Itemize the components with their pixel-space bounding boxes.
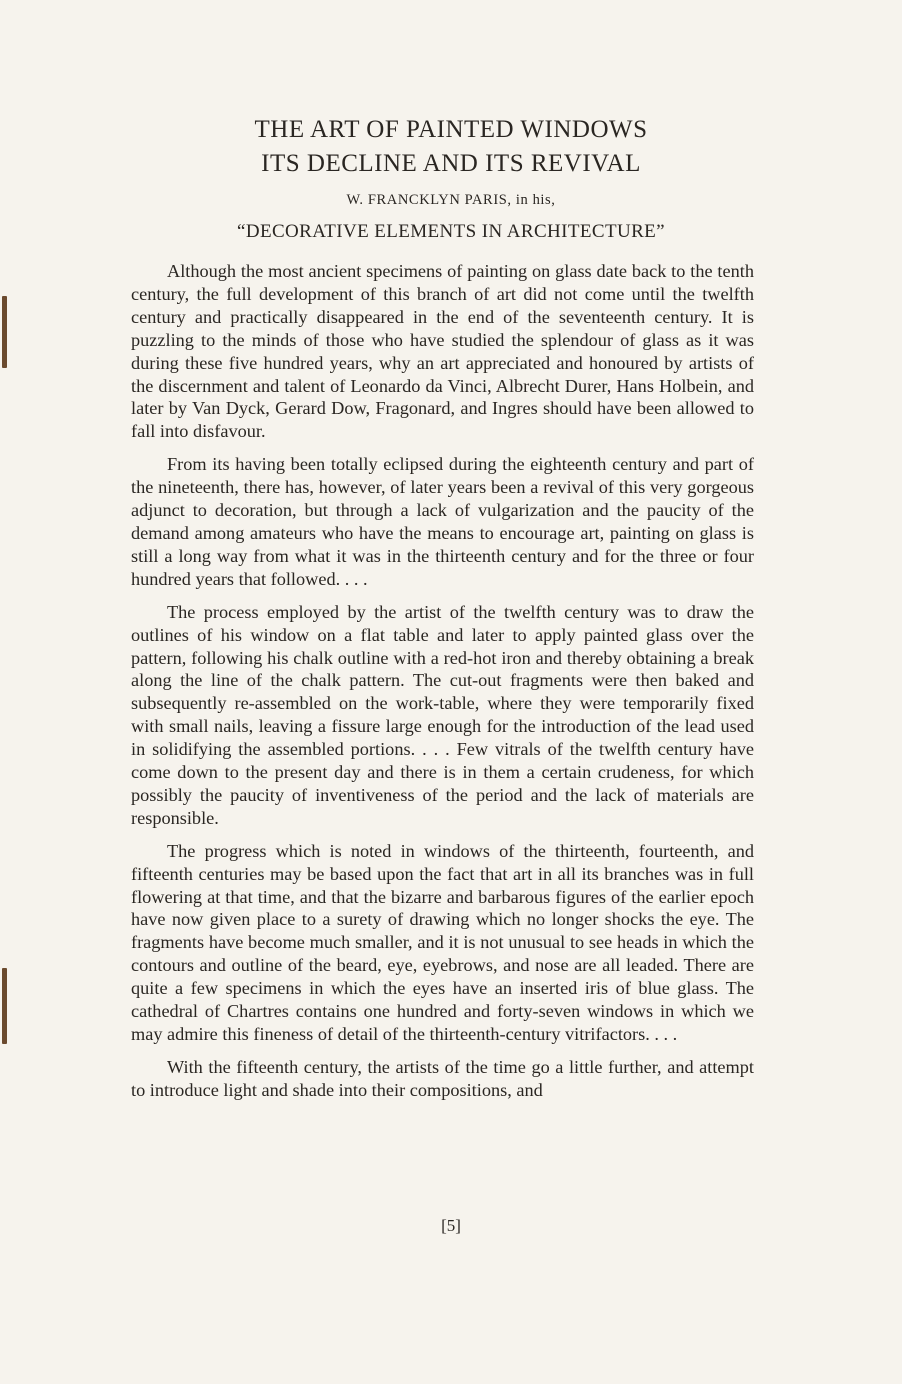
source-title: “DECORATIVE ELEMENTS IN ARCHITECTURE” <box>236 221 665 242</box>
page-number: [5] <box>441 1216 461 1235</box>
staple-bottom <box>2 968 7 1044</box>
staple-top <box>2 296 7 368</box>
paragraph-3: The process employed by the artist of the twelfth century was to draw the outlines of his window on a flat table and later to apply painted glass over the pattern, following his chalk outline with a red-hot iron and thereby obtaining a break along the line of the chalk pattern. The cut-out fragments were then baked and subsequently re-assembled on the work-table, where they were temporarily fixed with small nails, leaving a fissure large enough for the introduction of the lead used in solidifying the assembled portions. . . . Few vitrals of the twelfth century have come down to the present day and there is in them a certain crudeness, for which possibly the paucity of inventiveness of the period and the lack of materials are responsible. <box>131 601 754 828</box>
title-line-2: ITS DECLINE AND ITS REVIVAL <box>261 150 641 177</box>
paragraph-5: With the fifteenth century, the artists of the time go a little further, and attempt to introduce light and shade into their compositions, and <box>131 1056 754 1100</box>
paragraph-2: From its having been totally eclipsed during the eighteenth century and part of the nineteenth, there has, however, of later years been a revival of this very gorgeous adjunct to decoration, but through a lack of vulgarization and the paucity of the demand among amateurs who have the means to encourage art, painting on glass is still a long way from what it was in the thirteenth century and for the three or four hundred years that followed. . . . <box>131 454 754 589</box>
body-text <box>131 260 754 1112</box>
paragraph-1: Although the most ancient specimens of painting on glass date back to the tenth century, the full development of this branch of art did not come until the twelfth century and practically disappeared in the end of the seventeenth century. It is puzzling to the minds of those who have studied the splendour of glass as it was during these five hundred years, why an art appreciated and honoured by artists of the discernment and talent of Leonardo da Vinci, Albrecht Durer, Hans Holbein, and later by Van Dyck, Gerard Dow, Fragonard, and Ingres should have been allowed to fall into disfavour. <box>131 261 754 442</box>
paragraph-4: The progress which is noted in windows of the thirteenth, fourteenth, and fifteenth centuries may be based upon the fact that art in all its branches was in full flowering at that time, and that the bizarre and barbarous figures of the earlier epoch have now given place to a surety of drawing which no longer shocks the eye. The fragments have become much smaller, and it is not unusual to see heads in which the contours and outline of the beard, eye, eyebrows, and nose are all leaded. There are quite a few specimens in which the eyes have an inserted iris of blue glass. The cathedral of Chartres contains one hundred and forty-seven windows in which we may admire this fineness of detail of the thirteenth-century vitrifactors. . . . <box>131 840 754 1044</box>
author-byline: W. FRANCKLYN PARIS, in his, <box>346 192 556 208</box>
title-line-1: THE ART OF PAINTED WINDOWS <box>254 116 648 143</box>
